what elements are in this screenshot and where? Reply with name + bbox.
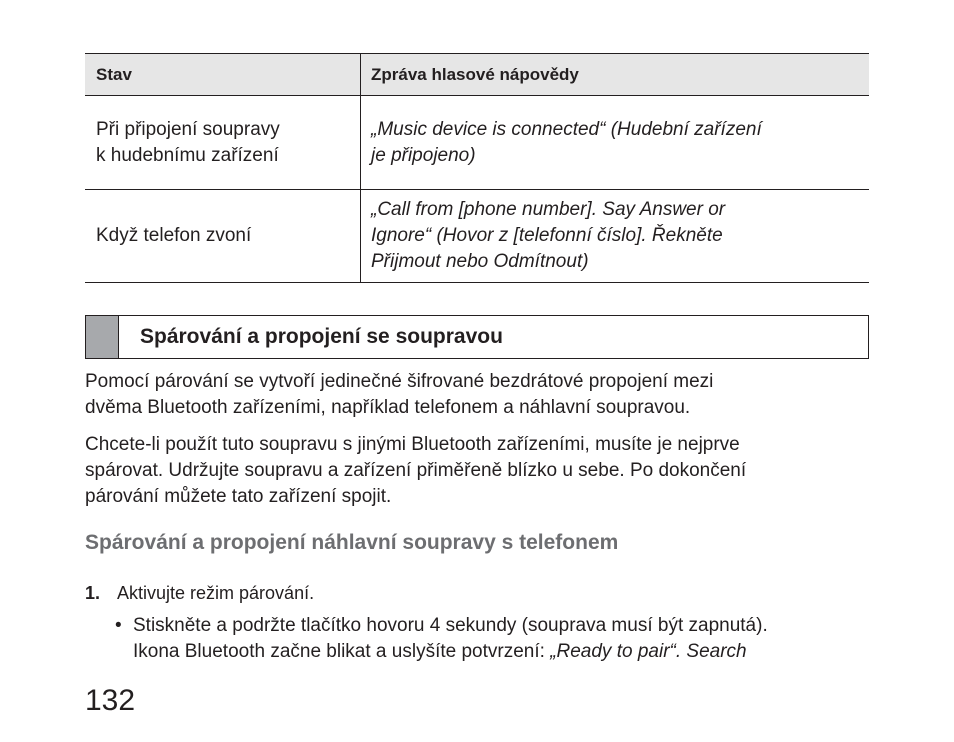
paragraph-line: párování můžete tato zařízení spojit. — [85, 486, 392, 507]
section-title: Spárování a propojení se soupravou — [140, 325, 503, 348]
table-cell-state — [85, 96, 361, 190]
cell-line: Při připojení soupravy — [96, 118, 280, 140]
step-number: 1. — [85, 583, 101, 603]
section-marker — [86, 316, 119, 358]
section-header — [85, 315, 869, 359]
cell-line: Přijmout nebo Odmítnout) — [371, 251, 589, 272]
bullet-line-italic: „Ready to pair“. Search — [550, 641, 747, 662]
cell-line: Ignore“ (Hovor z [telefonní číslo]. Řekněte — [371, 225, 723, 246]
step-text: Aktivujte režim párování. — [117, 583, 315, 603]
cell-line: je připojeno) — [371, 144, 476, 166]
subheading: Spárování a propojení náhlavní soupravy s telefonem — [85, 531, 619, 554]
bullet-line — [133, 639, 893, 665]
bullet-text — [133, 613, 893, 665]
table-cell-state — [85, 190, 361, 283]
voice-prompt-table — [85, 53, 869, 283]
step-item — [85, 580, 314, 606]
bullet-line-plain: Ikona Bluetooth začne blikat a uslyšíte potvrzení: — [133, 641, 551, 662]
table-header-state: Stav — [85, 54, 361, 96]
paragraph — [85, 432, 875, 510]
table-header-row — [85, 54, 869, 96]
cell-line: Když telefon zvoní — [96, 225, 252, 246]
table-row — [85, 190, 869, 283]
cell-line: k hudebnímu zařízení — [96, 144, 279, 166]
table-cell-message — [361, 190, 870, 283]
table-cell-message — [361, 96, 870, 190]
table-row — [85, 96, 869, 190]
paragraph — [85, 369, 875, 421]
paragraph-line: Pomocí párování se vytvoří jedinečné šifrované bezdrátové propojení mezi — [85, 371, 714, 392]
table-header-message: Zpráva hlasové nápovědy — [361, 54, 870, 96]
cell-line: „Call from [phone number]. Say Answer or — [371, 199, 726, 220]
page-number: 132 — [85, 684, 136, 717]
paragraph-line: Chcete-li použít tuto soupravu s jinými Bluetooth zařízeními, musíte je nejprve — [85, 434, 740, 455]
cell-line: „Music device is connected“ (Hudební zařízení — [371, 118, 762, 140]
bullet-icon: • — [115, 615, 122, 636]
bullet-line: Stiskněte a podržte tlačítko hovoru 4 sekundy (souprava musí být zapnutá). — [133, 615, 768, 636]
paragraph-line: dvěma Bluetooth zařízeními, například telefonem a náhlavní soupravou. — [85, 397, 691, 418]
paragraph-line: spárovat. Udržujte soupravu a zařízení přiměřeně blízko u sebe. Po dokončení — [85, 460, 747, 481]
